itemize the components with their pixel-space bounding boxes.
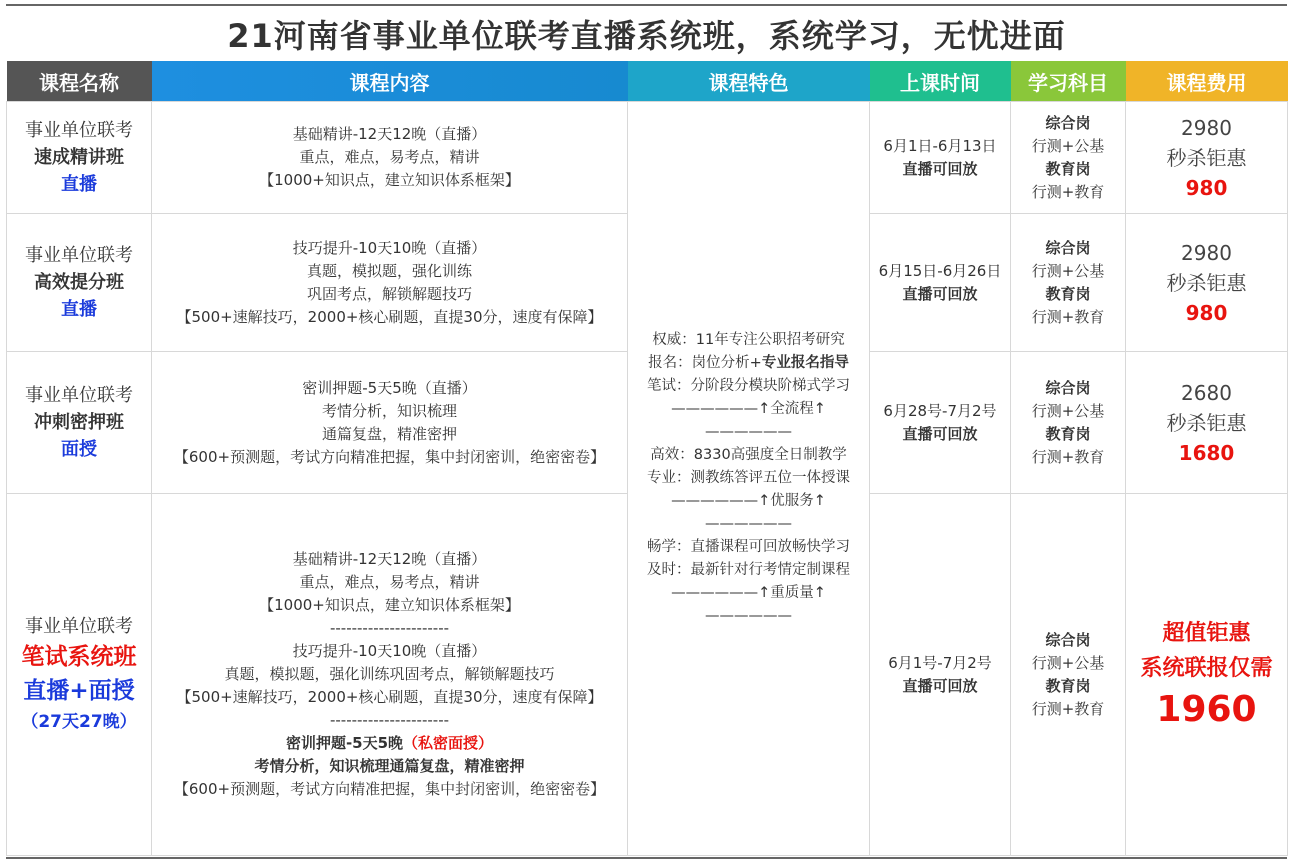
original-price: 2980: [1181, 115, 1232, 140]
content-line: 【500+速解技巧，2000+核心刷题，直提30分，速度有保障】: [176, 307, 603, 326]
subject-title: 综合岗: [1045, 630, 1091, 649]
course-title: 高效提分班: [34, 272, 124, 293]
content-line: 通篇复盘，精准密押: [321, 424, 457, 443]
subjects-cell: [1011, 494, 1126, 856]
content-separator: ----------------------: [329, 711, 450, 729]
course-title: 冲刺密押班: [34, 412, 124, 433]
header-course-content: 课程内容: [152, 61, 628, 102]
content-highlight: 密训押题-5天5晚: [285, 734, 404, 752]
sale-label: 秒杀钜惠: [1166, 270, 1247, 295]
content-line: 【600+预测题，考试方向精准把握，集中封闭密训，绝密密卷】: [173, 447, 606, 466]
content-line: [152, 732, 627, 755]
content-line: 技巧提升-10天10晚（直播）: [292, 238, 487, 257]
original-price: 2680: [1181, 380, 1232, 405]
header-course-name: 课程名称: [7, 61, 152, 102]
course-mode: 面授: [61, 439, 97, 460]
page-title: 21河南省事业单位联考直播系统班，系统学习，无忧进面: [227, 17, 1066, 55]
course-category: 事业单位联考: [25, 616, 133, 637]
content-line: 真题，模拟题，强化训练巩固考点，解锁解题技巧: [224, 665, 555, 683]
course-content-cell: [152, 494, 628, 856]
feature-line: 笔试：分阶段分模块阶梯式学习: [647, 378, 850, 394]
final-price: 980: [1185, 300, 1228, 325]
header-course-features: 课程特色: [628, 61, 870, 102]
subject-title: 教育岗: [1045, 284, 1091, 303]
feature-divider: ——————↑全流程↑——————: [671, 401, 826, 440]
content-line: 【1000+知识点，建立知识体系框架】: [259, 171, 520, 189]
content-separator: ----------------------: [329, 619, 450, 637]
subjects-cell: [1011, 102, 1126, 214]
time-note: 直播可回放: [902, 676, 978, 695]
class-time-cell: [870, 352, 1011, 494]
promo-subtitle: 系统联报仅需: [1140, 655, 1273, 681]
feature-line: 及时：最新针对行考情定制课程: [647, 562, 850, 578]
subjects-cell: [1011, 352, 1126, 494]
course-name-cell: [7, 102, 152, 214]
course-fee-cell: [1126, 102, 1288, 214]
subject-title: 教育岗: [1045, 159, 1091, 178]
course-name-cell: [7, 494, 152, 856]
course-name-cell: [7, 352, 152, 494]
course-name-cell: [7, 214, 152, 352]
subject-items: 行测+公基: [1031, 653, 1105, 672]
class-time-cell: [870, 214, 1011, 352]
content-line: 考情分析，知识梳理通篇复盘，精准密押: [254, 757, 525, 775]
course-content-cell: [152, 214, 628, 352]
header-subjects: 学习科目: [1011, 61, 1126, 102]
sale-label: 秒杀钜惠: [1166, 145, 1247, 170]
content-line: 【500+速解技巧，2000+核心刷题，直提30分，速度有保障】: [176, 688, 603, 706]
feature-line: 畅学：直播课程可回放畅快学习: [647, 539, 850, 555]
time-range: 6月28号-7月2号: [883, 401, 997, 420]
content-line: 密训押题-5天5晚（直播）: [302, 378, 477, 397]
feature-text: 报名：岗位分析+: [648, 355, 762, 371]
time-note: 直播可回放: [902, 159, 978, 178]
content-line: 技巧提升-10天10晚（直播）: [292, 642, 487, 660]
feature-line: 权威：11年专注公职招考研究: [652, 332, 845, 348]
subject-items: 行测+公基: [1031, 136, 1105, 155]
promo-label: 超值钜惠: [1162, 620, 1251, 646]
subject-items: 行测+教育: [1031, 182, 1105, 201]
content-line: 重点，难点，易考点，精讲: [299, 573, 480, 591]
content-line: 考情分析，知识梳理: [321, 401, 457, 420]
course-title: 笔试系统班: [21, 644, 137, 670]
content-line: 真题，模拟题，强化训练: [306, 261, 472, 280]
course-fee-cell: [1126, 352, 1288, 494]
content-highlight-red: （私密面授）: [403, 734, 494, 752]
course-category: 事业单位联考: [25, 245, 133, 266]
course-category: 事业单位联考: [25, 120, 133, 141]
time-note: 直播可回放: [902, 424, 978, 443]
course-table: [6, 61, 1288, 856]
subject-title: 综合岗: [1045, 378, 1091, 397]
course-mode: 直播: [61, 299, 97, 320]
header-course-fee: 课程费用: [1126, 61, 1288, 102]
subject-items: 行测+教育: [1031, 699, 1105, 718]
content-line: 【600+预测题，考试方向精准把握，集中封闭密训，绝密密卷】: [173, 780, 606, 798]
final-price: 1680: [1178, 440, 1235, 465]
subject-title: 教育岗: [1045, 424, 1091, 443]
subject-items: 行测+公基: [1031, 401, 1105, 420]
course-title: 速成精讲班: [34, 147, 124, 168]
course-mode: 直播+面授: [23, 678, 135, 704]
time-range: 6月1日-6月13日: [883, 136, 997, 155]
course-fee-cell: [1126, 214, 1288, 352]
course-duration: （27天27晚）: [21, 712, 137, 732]
subject-items: 行测+教育: [1031, 307, 1105, 326]
course-mode: 直播: [61, 174, 97, 195]
class-time-cell: [870, 494, 1011, 856]
promo-price: 1960: [1156, 688, 1257, 730]
original-price: 2980: [1181, 240, 1232, 265]
table-header-row: [7, 61, 1288, 102]
content-line: 重点，难点，易考点，精讲: [299, 148, 480, 166]
subjects-cell: [1011, 214, 1126, 352]
feature-divider: ——————↑重质量↑——————: [671, 585, 826, 624]
subject-title: 综合岗: [1045, 113, 1091, 132]
content-line: 【1000+知识点，建立知识体系框架】: [259, 596, 520, 614]
time-note: 直播可回放: [902, 284, 978, 303]
feature-line: 高效：8330高强度全日制教学: [650, 447, 847, 463]
course-content-cell: [152, 102, 628, 214]
subject-items: 行测+公基: [1031, 261, 1105, 280]
subject-title: 教育岗: [1045, 676, 1091, 695]
content-line: 基础精讲-12天12晚（直播）: [292, 550, 487, 568]
subject-items: 行测+教育: [1031, 447, 1105, 466]
feature-line: [628, 352, 869, 375]
header-class-time: 上课时间: [870, 61, 1011, 102]
time-range: 6月1号-7月2号: [888, 653, 992, 672]
table-row: [7, 102, 1288, 214]
content-line: 巩固考点，解锁解题技巧: [306, 284, 472, 303]
course-content-cell: [152, 352, 628, 494]
content-line: 基础精讲-12天12晚（直播）: [292, 125, 487, 143]
sale-label: 秒杀钜惠: [1166, 410, 1247, 435]
course-fee-cell: [1126, 494, 1288, 856]
time-range: 6月15日-6月26日: [878, 261, 1002, 280]
class-time-cell: [870, 102, 1011, 214]
course-features-cell: [628, 102, 870, 856]
subject-title: 综合岗: [1045, 238, 1091, 257]
course-table-frame: [6, 4, 1287, 859]
feature-divider: ——————↑优服务↑——————: [671, 493, 826, 532]
feature-highlight: 专业报名指导: [761, 355, 849, 371]
feature-line: 专业：测教练答评五位一体授课: [647, 470, 850, 486]
course-category: 事业单位联考: [25, 385, 133, 406]
final-price: 980: [1185, 175, 1228, 200]
